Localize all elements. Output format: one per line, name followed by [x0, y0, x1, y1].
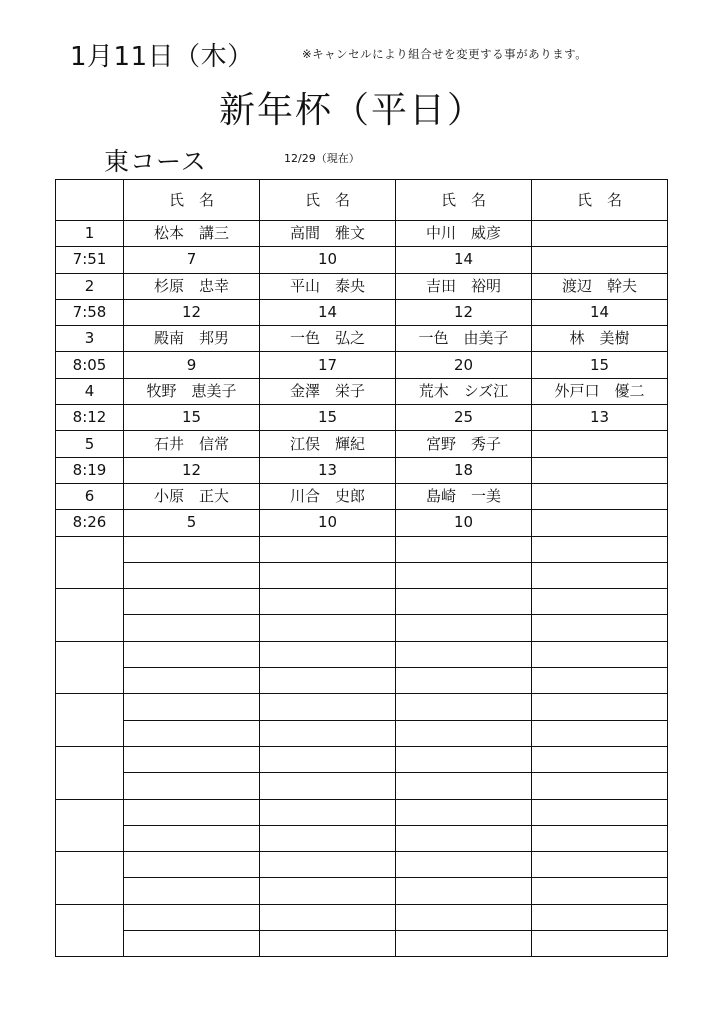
tee-time: 8:19 [56, 457, 124, 483]
empty-name-cell [396, 746, 532, 772]
player-handicap: 10 [396, 510, 532, 536]
empty-handicap-cell [260, 562, 396, 588]
player-handicap [532, 457, 668, 483]
player-name: 一色 弘之 [260, 326, 396, 352]
empty-handicap-cell [124, 615, 260, 641]
header-row [56, 180, 668, 221]
group-name-row [56, 273, 668, 299]
header-cell-name: 氏 名 [396, 180, 532, 221]
empty-handicap-cell [124, 931, 260, 957]
player-handicap: 14 [260, 299, 396, 325]
empty-name-cell [532, 799, 668, 825]
empty-group-row [56, 562, 668, 588]
empty-group-row [56, 720, 668, 746]
empty-group-row [56, 746, 668, 772]
empty-group-row [56, 931, 668, 957]
empty-name-cell [396, 641, 532, 667]
tee-time: 7:58 [56, 299, 124, 325]
player-handicap: 25 [396, 405, 532, 431]
empty-group-row [56, 536, 668, 562]
player-handicap: 14 [532, 299, 668, 325]
empty-handicap-cell [260, 668, 396, 694]
empty-handicap-cell [260, 878, 396, 904]
empty-group-row [56, 773, 668, 799]
empty-name-cell [532, 536, 668, 562]
group-name-row [56, 221, 668, 247]
group-handicap-row [56, 510, 668, 536]
empty-group-cell [56, 852, 124, 905]
player-name: 小原 正大 [124, 483, 260, 509]
cancellation-note: ※キャンセルにより組合せを変更する事があります。 [302, 47, 588, 61]
empty-handicap-cell [396, 668, 532, 694]
as-of-date: 12/29（現在） [284, 152, 360, 165]
empty-handicap-cell [124, 878, 260, 904]
player-name [532, 431, 668, 457]
empty-name-cell [260, 641, 396, 667]
empty-handicap-cell [532, 931, 668, 957]
player-handicap: 12 [124, 457, 260, 483]
page-title [0, 82, 724, 133]
empty-group-row [56, 589, 668, 615]
player-handicap [532, 247, 668, 273]
group-number: 5 [56, 431, 124, 457]
empty-name-cell [532, 904, 668, 930]
empty-group-cell [56, 746, 124, 799]
player-name: 江俣 輝紀 [260, 431, 396, 457]
header-cell-name: 氏 名 [124, 180, 260, 221]
player-name: 一色 由美子 [396, 326, 532, 352]
player-handicap: 9 [124, 352, 260, 378]
empty-handicap-cell [124, 720, 260, 746]
empty-handicap-cell [396, 878, 532, 904]
group-number: 1 [56, 221, 124, 247]
tee-time: 8:12 [56, 405, 124, 431]
group-handicap-row [56, 247, 668, 273]
empty-handicap-cell [260, 720, 396, 746]
player-handicap: 12 [396, 299, 532, 325]
empty-name-cell [124, 641, 260, 667]
player-name: 平山 泰央 [260, 273, 396, 299]
group-number: 2 [56, 273, 124, 299]
empty-group-cell [56, 641, 124, 694]
empty-name-cell [260, 799, 396, 825]
empty-group-cell [56, 799, 124, 852]
empty-name-cell [260, 589, 396, 615]
player-name: 外戸口 優二 [532, 378, 668, 404]
empty-group-cell [56, 904, 124, 957]
empty-name-cell [396, 589, 532, 615]
tee-time: 8:26 [56, 510, 124, 536]
empty-group-row [56, 878, 668, 904]
empty-name-cell [124, 746, 260, 772]
empty-handicap-cell [532, 562, 668, 588]
empty-handicap-cell [124, 825, 260, 851]
player-name: 川合 史郎 [260, 483, 396, 509]
empty-name-cell [260, 746, 396, 772]
empty-name-cell [124, 694, 260, 720]
page-title-text: 新年杯（平日） [218, 90, 485, 131]
date-heading: 1月11日（木） [70, 42, 254, 72]
tee-time: 7:51 [56, 247, 124, 273]
player-name: 吉田 裕明 [396, 273, 532, 299]
empty-group-cell [56, 589, 124, 642]
player-handicap: 15 [124, 405, 260, 431]
empty-group-cell [56, 694, 124, 747]
empty-handicap-cell [532, 720, 668, 746]
empty-group-row [56, 904, 668, 930]
empty-group-row [56, 641, 668, 667]
player-name: 宮野 秀子 [396, 431, 532, 457]
group-number: 3 [56, 326, 124, 352]
header-cell-name: 氏 名 [532, 180, 668, 221]
player-name: 島崎 一美 [396, 483, 532, 509]
empty-handicap-cell [532, 615, 668, 641]
player-handicap: 10 [260, 247, 396, 273]
player-handicap: 15 [260, 405, 396, 431]
empty-handicap-cell [532, 878, 668, 904]
player-name: 高間 雅文 [260, 221, 396, 247]
empty-handicap-cell [124, 562, 260, 588]
empty-name-cell [532, 852, 668, 878]
player-handicap: 13 [532, 405, 668, 431]
player-name: 荒木 シズ江 [396, 378, 532, 404]
empty-name-cell [396, 852, 532, 878]
empty-name-cell [260, 852, 396, 878]
empty-group-row [56, 615, 668, 641]
empty-handicap-cell [396, 562, 532, 588]
player-name: 渡辺 幹夫 [532, 273, 668, 299]
empty-name-cell [396, 536, 532, 562]
empty-handicap-cell [396, 931, 532, 957]
empty-handicap-cell [396, 615, 532, 641]
empty-name-cell [124, 904, 260, 930]
player-handicap: 18 [396, 457, 532, 483]
empty-handicap-cell [532, 773, 668, 799]
group-handicap-row [56, 299, 668, 325]
empty-group-row [56, 668, 668, 694]
player-name: 松本 講三 [124, 221, 260, 247]
player-handicap: 14 [396, 247, 532, 273]
player-name: 牧野 恵美子 [124, 378, 260, 404]
empty-name-cell [396, 799, 532, 825]
player-name [532, 221, 668, 247]
empty-name-cell [532, 746, 668, 772]
group-name-row [56, 431, 668, 457]
empty-handicap-cell [260, 825, 396, 851]
empty-group-cell [56, 536, 124, 589]
pairing-table [55, 179, 668, 957]
empty-group-row [56, 852, 668, 878]
group-number: 4 [56, 378, 124, 404]
empty-handicap-cell [396, 773, 532, 799]
group-handicap-row [56, 405, 668, 431]
player-handicap [532, 510, 668, 536]
player-handicap: 13 [260, 457, 396, 483]
header-cell-name: 氏 名 [260, 180, 396, 221]
player-name: 石井 信常 [124, 431, 260, 457]
group-name-row [56, 326, 668, 352]
course-name: 東コース [104, 147, 207, 176]
empty-name-cell [396, 694, 532, 720]
player-handicap: 10 [260, 510, 396, 536]
empty-handicap-cell [396, 825, 532, 851]
empty-group-row [56, 694, 668, 720]
pairing-table-body [56, 180, 668, 957]
empty-name-cell [260, 904, 396, 930]
player-name [532, 483, 668, 509]
header-cell-blank [56, 180, 124, 221]
player-name: 金澤 栄子 [260, 378, 396, 404]
player-handicap: 7 [124, 247, 260, 273]
empty-handicap-cell [396, 720, 532, 746]
tee-time: 8:05 [56, 352, 124, 378]
empty-handicap-cell [260, 931, 396, 957]
empty-handicap-cell [532, 825, 668, 851]
player-handicap: 5 [124, 510, 260, 536]
group-handicap-row [56, 457, 668, 483]
player-handicap: 15 [532, 352, 668, 378]
empty-name-cell [124, 852, 260, 878]
player-name: 林 美樹 [532, 326, 668, 352]
player-handicap: 12 [124, 299, 260, 325]
empty-handicap-cell [124, 773, 260, 799]
player-handicap: 17 [260, 352, 396, 378]
empty-name-cell [260, 536, 396, 562]
group-handicap-row [56, 352, 668, 378]
player-name: 殿南 邦男 [124, 326, 260, 352]
empty-name-cell [532, 694, 668, 720]
empty-group-row [56, 799, 668, 825]
group-number: 6 [56, 483, 124, 509]
empty-name-cell [532, 641, 668, 667]
empty-group-row [56, 825, 668, 851]
player-name: 杉原 忠幸 [124, 273, 260, 299]
empty-handicap-cell [260, 773, 396, 799]
player-handicap: 20 [396, 352, 532, 378]
empty-name-cell [260, 694, 396, 720]
player-name: 中川 威彦 [396, 221, 532, 247]
group-name-row [56, 378, 668, 404]
empty-handicap-cell [124, 668, 260, 694]
empty-handicap-cell [260, 615, 396, 641]
empty-handicap-cell [532, 668, 668, 694]
empty-name-cell [532, 589, 668, 615]
empty-name-cell [124, 536, 260, 562]
empty-name-cell [396, 904, 532, 930]
empty-name-cell [124, 589, 260, 615]
empty-name-cell [124, 799, 260, 825]
group-name-row [56, 483, 668, 509]
